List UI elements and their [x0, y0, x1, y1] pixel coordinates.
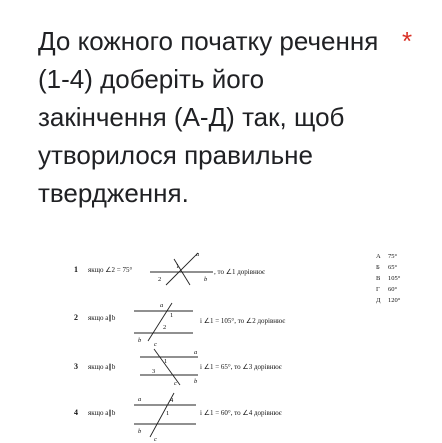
figure-row-2 — [74, 302, 285, 348]
row-1-angle-2: 2 — [158, 276, 162, 283]
answer-letter-g: Г — [376, 286, 380, 293]
required-asterisk: * — [402, 26, 413, 56]
question-title-line-4: утворилося правильне — [38, 140, 313, 170]
question-image — [58, 245, 442, 443]
question-title-line-1: До кожного початку речення — [38, 26, 379, 56]
row-2-label-c: c — [154, 341, 157, 348]
figure-row-1 — [74, 251, 265, 285]
row-4-angle-1: 1 — [166, 410, 170, 417]
answer-letter-a: А — [376, 253, 381, 260]
answer-letter-d: Д — [376, 297, 381, 304]
question-title-line-3: закінчення (А-Д) так, щоб — [38, 102, 345, 132]
row-1-angle-1: 1 — [176, 263, 180, 270]
row-3-label-a: a — [194, 349, 198, 356]
row-4-condition: якщо a∥b — [88, 409, 116, 417]
row-3-label-c: c — [174, 380, 177, 387]
question-title-line-5: твердження. — [38, 178, 189, 208]
row-2-result: і ∠1 = 105°, то ∠2 дорівнює — [200, 317, 286, 325]
row-2-condition: якщо a∥b — [88, 314, 116, 322]
row-2-label-b: b — [138, 337, 142, 344]
row-3-angle-1: 1 — [164, 358, 168, 365]
row-4-label-c: c — [154, 436, 157, 443]
answer-letter-v: В — [376, 275, 381, 282]
figure-row-3 — [74, 349, 282, 387]
row-4-angle-4: 4 — [170, 397, 174, 404]
figure-row-4 — [74, 393, 282, 443]
row-4-label-a: a — [138, 396, 142, 403]
row-1-label-a: a — [196, 251, 200, 258]
row-3-angle-3: 3 — [152, 368, 156, 375]
row-2-angle-1: 1 — [170, 312, 174, 319]
row-1-condition: якщо ∠2 = 75° — [88, 266, 133, 274]
row-1-label-b: b — [204, 276, 208, 283]
row-4-result: і ∠1 = 60°, то ∠4 дорівнює — [200, 409, 282, 417]
answer-value-a: 75° — [388, 253, 398, 260]
question-title-line-2: (1-4) доберіть його — [38, 64, 265, 94]
answers-list — [376, 253, 401, 304]
row-4-label-b: b — [138, 428, 142, 435]
answer-value-b: 65° — [388, 264, 398, 271]
row-1-transversal — [166, 253, 198, 285]
question-title — [38, 22, 413, 212]
row-2-angle-2: 2 — [163, 324, 167, 331]
row-number-1: 1 — [74, 265, 78, 274]
answer-letter-b: Б — [376, 264, 380, 271]
row-2-label-a: a — [160, 302, 164, 309]
answer-value-v: 105° — [388, 275, 401, 282]
geometry-figure — [58, 245, 442, 443]
row-3-result: і ∠1 = 65°, то ∠3 дорівнює — [200, 363, 282, 371]
answer-value-d: 120° — [388, 297, 401, 304]
row-number-3: 3 — [74, 362, 78, 371]
answer-value-g: 60° — [388, 286, 398, 293]
row-number-2: 2 — [74, 313, 78, 322]
row-1-result: , то ∠1 дорівнює — [214, 268, 266, 276]
row-number-4: 4 — [74, 408, 78, 417]
row-3-condition: якщо a∥b — [88, 363, 116, 371]
row-3-label-b: b — [194, 378, 198, 385]
